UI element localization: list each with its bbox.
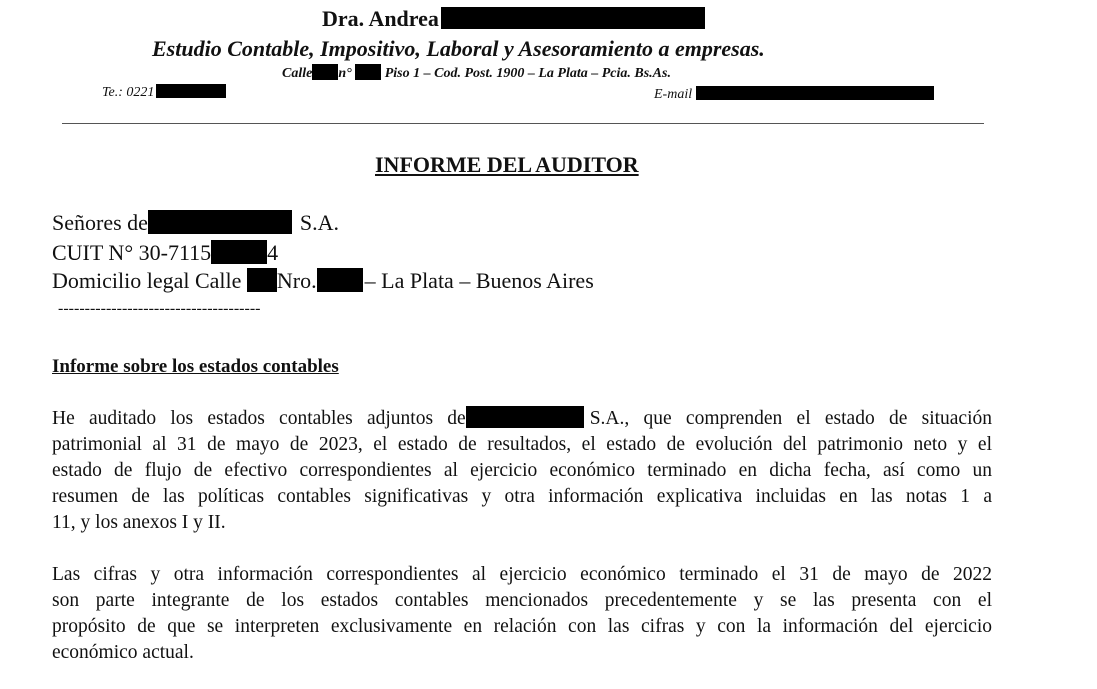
paragraph-line: son parte integrante de los estados contables mencionados precedentemente y se las presenta con el	[52, 590, 992, 611]
para1-line1-suffix: S.A., que comprenden el estado de situación	[589, 408, 993, 429]
paragraph-line: propósito de que se interpreten exclusivamente en relación con las cifras y con la información del ejercicio	[52, 616, 992, 637]
letterhead-phone	[102, 84, 226, 101]
addressee-senores	[52, 210, 339, 236]
letterhead-name-text: Dra. Andrea	[322, 6, 439, 31]
section-heading: Informe sobre los estados contables	[52, 356, 339, 377]
separator-dashes: --------------------------------------	[58, 300, 261, 317]
redaction-bar	[247, 268, 277, 292]
redaction-bar	[355, 64, 381, 80]
letterhead-divider	[62, 123, 984, 124]
paragraph-line	[52, 406, 992, 432]
paragraph-line: Las cifras y otra información correspondientes al ejercicio económico terminado el 31 de mayo de 2022	[52, 564, 992, 585]
domicilio-suffix: – La Plata – Buenos Aires	[364, 268, 594, 293]
letterhead-email	[654, 86, 934, 103]
domicilio-nro: Nro.	[276, 268, 317, 293]
redaction-bar	[211, 240, 267, 264]
letterhead-address	[282, 64, 671, 82]
cuit-prefix: CUIT N° 30-7115	[52, 240, 212, 265]
redaction-bar	[148, 210, 292, 234]
address-calle: Calle	[282, 66, 313, 81]
senores-suffix: S.A.	[299, 210, 340, 235]
paragraph-line: patrimonial al 31 de mayo de 2023, el estado de resultados, el estado de evolución del patrimonio neto y el	[52, 434, 992, 455]
para1-line1-prefix: He auditado los estados contables adjuntos de	[52, 408, 466, 429]
senores-prefix: Señores de	[52, 210, 148, 235]
address-n: n°	[338, 66, 352, 81]
document-title: INFORME DEL AUDITOR	[375, 152, 639, 177]
redaction-bar	[156, 84, 226, 98]
phone-label: Te.: 0221	[102, 85, 155, 100]
cuit-suffix: 4	[267, 240, 279, 265]
addressee-domicilio	[52, 268, 594, 294]
redaction-bar	[696, 86, 934, 100]
letterhead-subtitle: Estudio Contable, Impositivo, Laboral y Asesoramiento a empresas.	[152, 36, 765, 61]
paragraph-line: económico actual.	[52, 642, 194, 663]
redaction-bar	[466, 406, 584, 428]
redaction-bar	[441, 7, 705, 29]
paragraph-line: estado de flujo de efectivo correspondientes al ejercicio económico terminado en dicha fecha, así como un	[52, 460, 992, 481]
addressee-cuit	[52, 240, 278, 266]
domicilio-prefix: Domicilio legal Calle	[52, 268, 242, 293]
email-label: E-mail	[654, 87, 693, 102]
letterhead-name	[322, 6, 705, 32]
paragraph-cifras-comparativas	[52, 562, 992, 666]
paragraph-line: resumen de las políticas contables significativas y otra información explicativa incluidas en las notas 1 a	[52, 486, 992, 507]
address-rest: Piso 1 – Cod. Post. 1900 – La Plata – Pcia. Bs.As.	[384, 66, 671, 81]
paragraph-estados-contables	[52, 406, 992, 536]
redaction-bar	[312, 64, 338, 80]
paragraph-line: 11, y los anexos I y II.	[52, 512, 226, 533]
redaction-bar	[317, 268, 363, 292]
